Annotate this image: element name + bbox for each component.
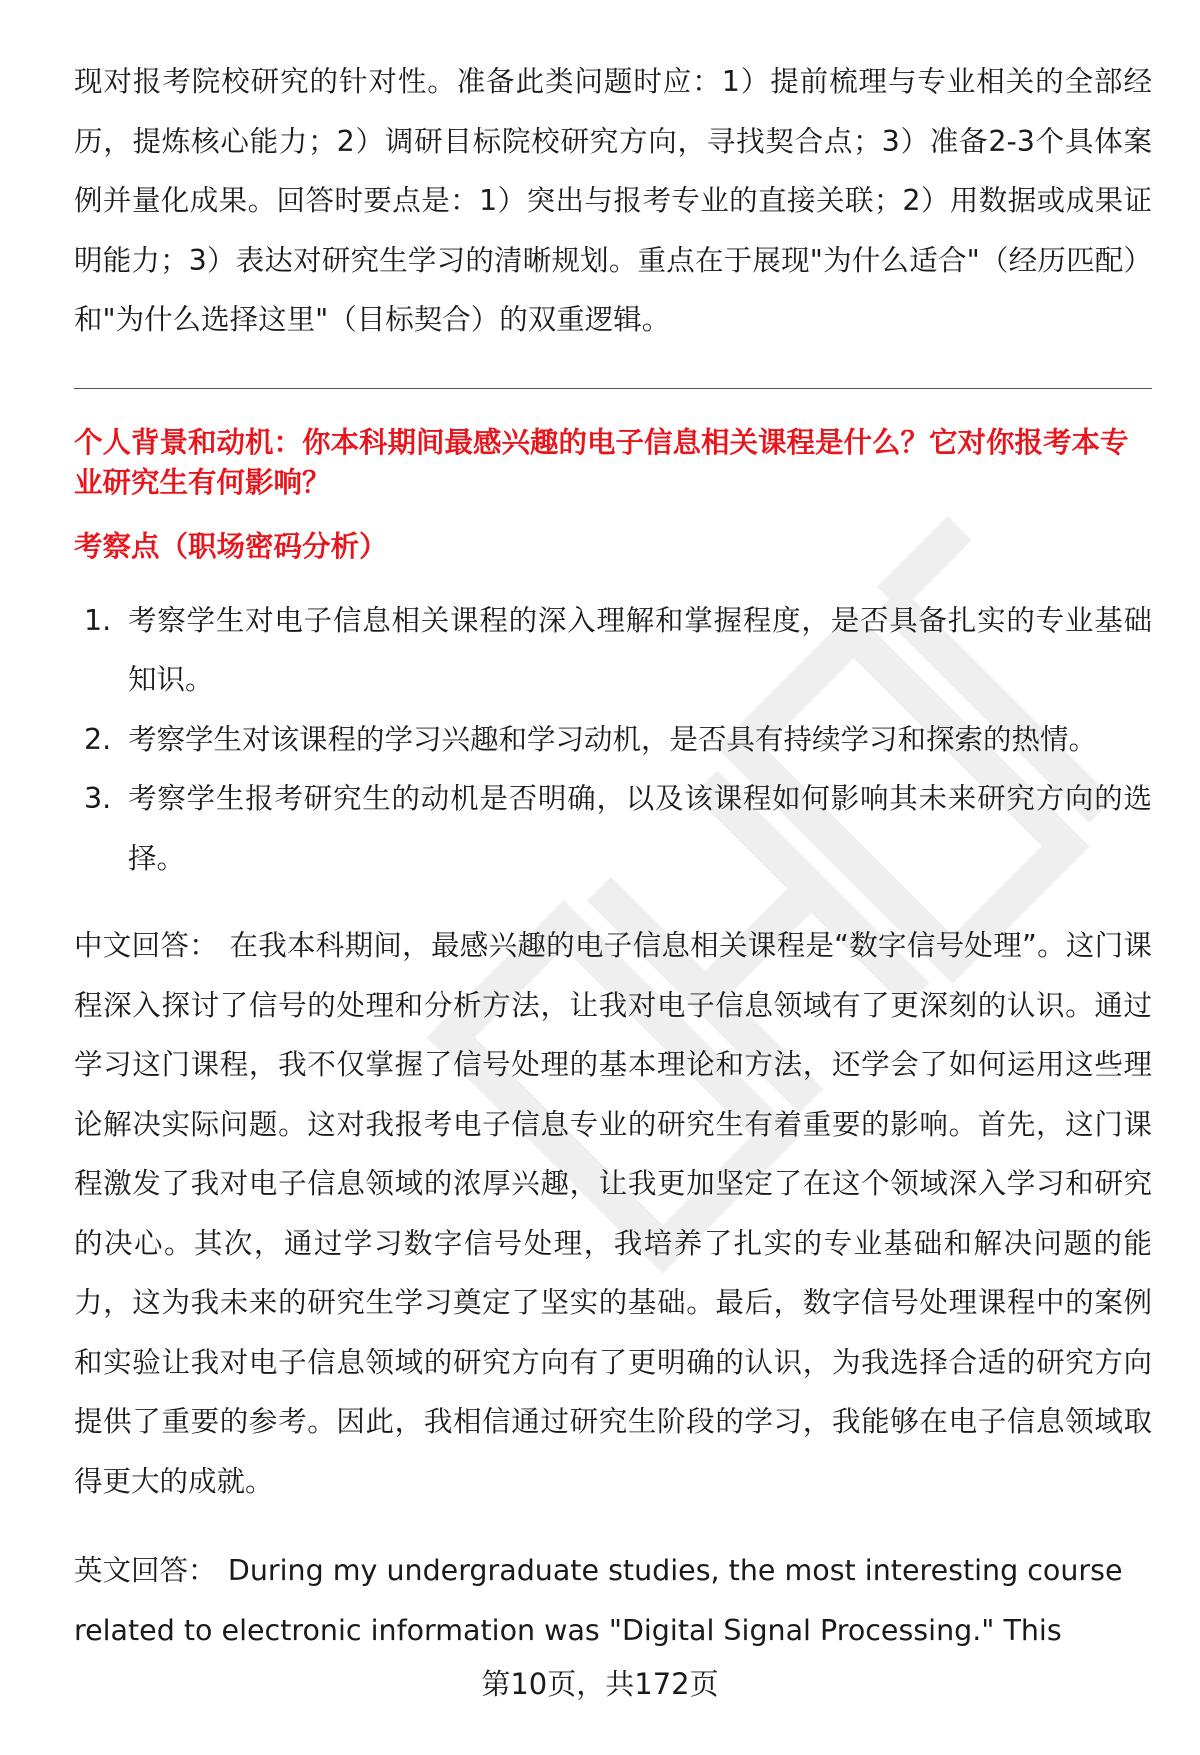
assessment-point	[74, 769, 1152, 888]
chinese-answer-label: 中文回答：	[74, 929, 218, 962]
assessment-point-text: 考察学生报考研究生的动机是否明确，以及该课程如何影响其未来研究方向的选择。	[128, 782, 1152, 875]
assessment-point-number: 3.	[84, 782, 112, 815]
assessment-points-list	[74, 591, 1152, 889]
assessment-point-text: 考察学生对电子信息相关课程的深入理解和掌握程度，是否具备扎实的专业基础知识。	[128, 603, 1152, 696]
question-heading: 个人背景和动机：你本科期间最感兴趣的电子信息相关课程是什么？它对你报考本专业研究生有何影响？	[74, 425, 1129, 499]
section-divider	[74, 388, 1152, 389]
page-footer: 第10页，共172页	[481, 1667, 719, 1701]
document-page	[74, 52, 1152, 1660]
assessment-point	[74, 591, 1152, 710]
intro-paragraph: 现对报考院校研究的针对性。准备此类问题时应：1）提前梳理与专业相关的全部经历，提炼核心能力；2）调研目标院校研究方向，寻找契合点；3）准备2-3个具体案例并量化成果。回答时要点是：1）突出与报考专业的直接关联；2）用数据或成果证明能力；3）表达对研究生学习的清晰规划。重点在于展现"为什么适合"（经历匹配）和"为什么选择这里"（目标契合）的双重逻辑。	[74, 65, 1152, 336]
assessment-point	[74, 710, 1152, 770]
chinese-answer-text: 在我本科期间，最感兴趣的电子信息相关课程是“数字信号处理”。这门课程深入探讨了信号的处理和分析方法，让我对电子信息领域有了更深刻的认识。通过学习这门课程，我不仅掌握了信号处理的基本理论和方法，还学会了如何运用这些理论解决实际问题。这对我报考电子信息专业的研究生有着重要的影响。首先，这门课程激发了我对电子信息领域的浓厚兴趣，让我更加坚定了在这个领域深入学习和研究的决心。其次，通过学习数字信号处理，我培养了扎实的专业基础和解决问题的能力，这为我未来的研究生学习奠定了坚实的基础。最后，数字信号处理课程中的案例和实验让我对电子信息领域的研究方向有了更明确的认识，为我选择合适的研究方向提供了重要的参考。因此，我相信通过研究生阶段的学习，我能够在电子信息领域取得更大的成就。	[74, 929, 1152, 1498]
chinese-answer	[74, 916, 1152, 1511]
english-answer-label: 英文回答：	[74, 1554, 217, 1587]
english-answer	[74, 1541, 1152, 1660]
assessment-point-number: 1.	[84, 603, 112, 637]
assessment-heading: 考察点（职场密码分析）	[74, 529, 388, 563]
english-answer-text: During my undergraduate studies, the most interesting course related to electronic information was "Digital Signal Processing." This	[74, 1554, 1123, 1647]
assessment-point-number: 2.	[84, 722, 112, 756]
assessment-point-text: 考察学生对该课程的学习兴趣和学习动机，是否具有持续学习和探索的热情。	[128, 722, 1098, 756]
